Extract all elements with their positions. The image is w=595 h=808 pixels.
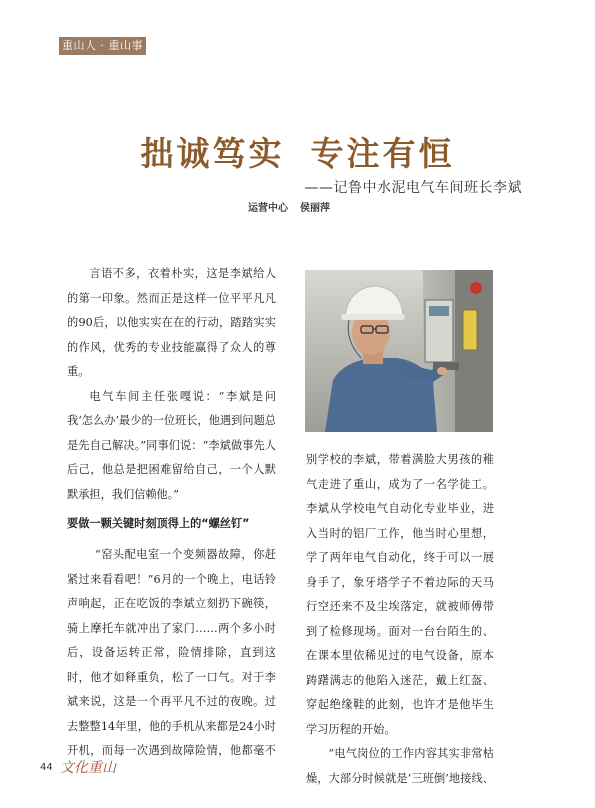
paragraph: “电气岗位的工作内容其实非常枯燥，大部分时候就是‘三班倒’地接线、 <box>306 747 494 785</box>
byline-author: 侯丽萍 <box>300 203 330 214</box>
paragraph: 电气车间主任张嘎说：“李斌是问我‘怎么办’最少的一位班长，他遇到问题总是先自己解决。”同事们说：“李斌做事先人后己，他总是把困难留给自己，一个人默默承担，我们信赖他。” <box>67 389 276 501</box>
article-title <box>0 128 595 175</box>
article-title-part2: 专注有恒 <box>310 134 455 173</box>
article-title-part1: 拙诚笃实 <box>140 134 285 173</box>
paragraph: “窑头配电室一个变频器故障，你赶紧过来看看吧！”6月的一个晚上，电话铃声响起，正在吃饭的李斌立刻扔下碗筷，骑上摩托车就冲出了家门……两个多小时后，设备运转正常，险情排除，直到这时，他才如释重负，松了一口气。对于李斌来说，这是一个再平凡不过的夜晚。过去整整14年里，他的手机从来都是24小时开机，而每一次遇到故障险情，他都毫不 <box>67 548 276 757</box>
paragraph: 言语不多，衣着朴实，这是李斌给人的第一印象。然而正是这样一位平平凡凡的90后，以他实实在在的行动，踏踏实实的作风，优秀的专业技能赢得了众人的尊重。 <box>67 267 276 378</box>
paragraph: 别学校的李斌，带着满脸大男孩的稚气走进了重山，成为了一名学徒工。李斌从学校电气自动化专业毕业，进入当时的铝厂工作，他当时心里想，学了两年电气自动化，终于可以一展身手了，象牙塔学子不着边际的天马行空还来不及尘埃落定，就被师傅带到了检修现场。面对一台台陌生的、在课本里依稀见过的电气设备，原本踌躇满志的他陷入迷茫，戴上红盔、穿起绝缘鞋的此刻，也许才是他毕生学习历程的开始。 <box>306 453 494 736</box>
article-column-right <box>306 448 494 788</box>
article-subtitle: ——记鲁中水泥电气车间班长李斌 <box>304 180 522 196</box>
byline-department: 运营中心 <box>248 203 288 214</box>
magazine-logo: 文化重山 <box>60 760 116 776</box>
page-number: 44 <box>40 762 53 773</box>
section-heading: 要做一颗关键时刻顶得上的“螺丝钉” <box>67 517 250 530</box>
article-byline <box>248 199 330 214</box>
article-column-left <box>67 262 276 757</box>
section-tag: 重山人 · 重山事 <box>59 37 146 55</box>
article-photo <box>305 270 493 432</box>
